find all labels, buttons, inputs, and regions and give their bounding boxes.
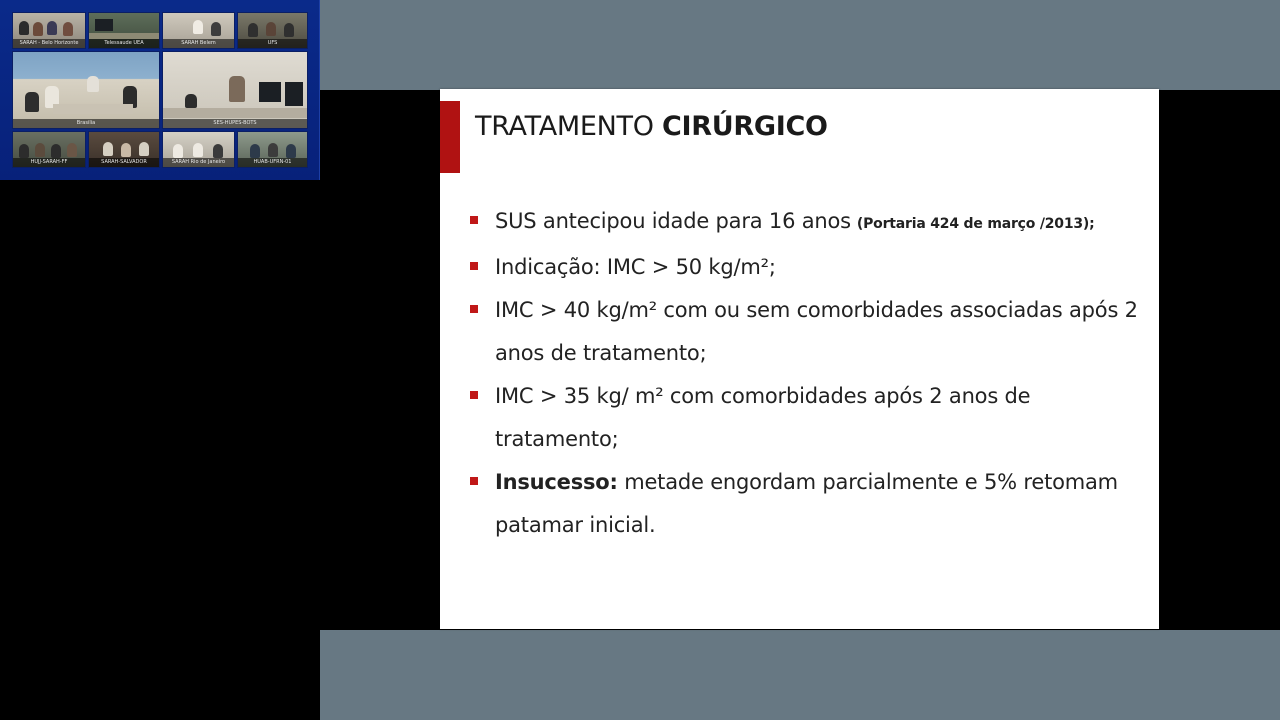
bullet-square-icon: [470, 477, 478, 485]
video-tile[interactable]: [237, 131, 308, 168]
video-tile[interactable]: [88, 12, 160, 49]
slide-title-bold: CIRÚRGICO: [661, 111, 828, 142]
participant: [139, 142, 149, 156]
participant: [25, 92, 39, 112]
video-feed: [163, 52, 307, 128]
bullet-text: IMC > 40 kg/m² com ou sem comorbidades associadas após 2 anos de tratamento;: [495, 298, 1138, 365]
participant: [213, 144, 223, 158]
participant: [185, 94, 197, 108]
participant: [47, 21, 57, 35]
video-tile[interactable]: [162, 131, 235, 168]
participant: [211, 22, 221, 36]
bullet-item: [470, 461, 1150, 547]
participant: [268, 143, 278, 157]
participant: [266, 22, 276, 36]
video-tile-label: HUJJ-SARAH-FF: [13, 158, 85, 167]
bullet-square-icon: [470, 391, 478, 399]
bullet-item: [470, 200, 1150, 246]
video-tile[interactable]: [162, 12, 235, 49]
bullet-list: [470, 200, 1150, 547]
room-desk: [53, 104, 133, 114]
participant: [193, 20, 203, 34]
participant: [33, 22, 43, 36]
bullet-note: (Portaria 424 de março /2013);: [856, 216, 1095, 232]
room-screen: [95, 19, 113, 31]
slide-title-light: TRATAMENTO: [475, 111, 662, 142]
video-tile-label: Brasilia: [13, 119, 159, 128]
participant: [248, 23, 258, 37]
video-conference-panel: [0, 0, 320, 180]
bullet-item: [470, 289, 1150, 375]
bullet-text: IMC > 35 kg/ m² com comorbidades após 2 anos de tratamento;: [495, 384, 1031, 451]
participant: [250, 144, 260, 158]
video-tile-label: SES-HUPES-BOTS: [163, 119, 307, 128]
slide-title: [475, 111, 828, 142]
participant: [35, 143, 45, 157]
video-tile[interactable]: [12, 131, 86, 168]
participant: [121, 143, 131, 157]
video-tile-label: HUAB-UFRN-01: [238, 158, 307, 167]
video-tile-label: SARAH-SALVADOR: [89, 158, 159, 167]
video-tile-label: SARAH Belem: [163, 39, 234, 48]
bullet-text: metade engordam parcialmente e 5% retomam patamar inicial.: [495, 470, 1118, 537]
participant: [286, 144, 296, 158]
participant: [19, 21, 29, 35]
room-screen: [259, 82, 281, 102]
bullet-item: [470, 246, 1150, 289]
participant: [63, 22, 73, 36]
bullet-square-icon: [470, 262, 478, 270]
room-desk: [163, 108, 308, 118]
video-tile[interactable]: [88, 131, 160, 168]
presentation-bottom-bar: [320, 630, 1280, 720]
bullet-text: SUS antecipou idade para 16 anos: [495, 209, 851, 233]
participant: [87, 76, 99, 92]
participant: [19, 144, 29, 158]
video-tile-label: SARAH Rio de Janeiro: [163, 158, 234, 167]
bullet-square-icon: [470, 216, 478, 224]
video-tile[interactable]: [237, 12, 308, 49]
presentation-top-bar: [320, 0, 1280, 90]
participant: [51, 144, 61, 158]
room-screen: [285, 82, 303, 106]
slide-accent-bar: [440, 101, 460, 173]
bullet-text: Indicação: IMC > 50 kg/m²;: [495, 255, 776, 279]
video-tile-label: Telessaude UEA: [89, 39, 159, 48]
presentation-area: [320, 0, 1280, 720]
video-feed: [13, 52, 159, 128]
video-tile[interactable]: [12, 12, 86, 49]
participant: [193, 143, 203, 157]
slide: [440, 89, 1159, 629]
participant: [229, 76, 245, 102]
bullet-lead: Insucesso:: [495, 470, 618, 494]
bullet-item: [470, 375, 1150, 461]
participant: [103, 142, 113, 156]
participant: [67, 143, 77, 157]
bullet-square-icon: [470, 305, 478, 313]
participant: [173, 144, 183, 158]
video-tile[interactable]: [162, 51, 308, 129]
video-tile-label: UFS: [238, 39, 307, 48]
participant: [284, 23, 294, 37]
video-tile[interactable]: [12, 51, 160, 129]
video-tile-label: SARAH - Belo Horizonte: [13, 39, 85, 48]
